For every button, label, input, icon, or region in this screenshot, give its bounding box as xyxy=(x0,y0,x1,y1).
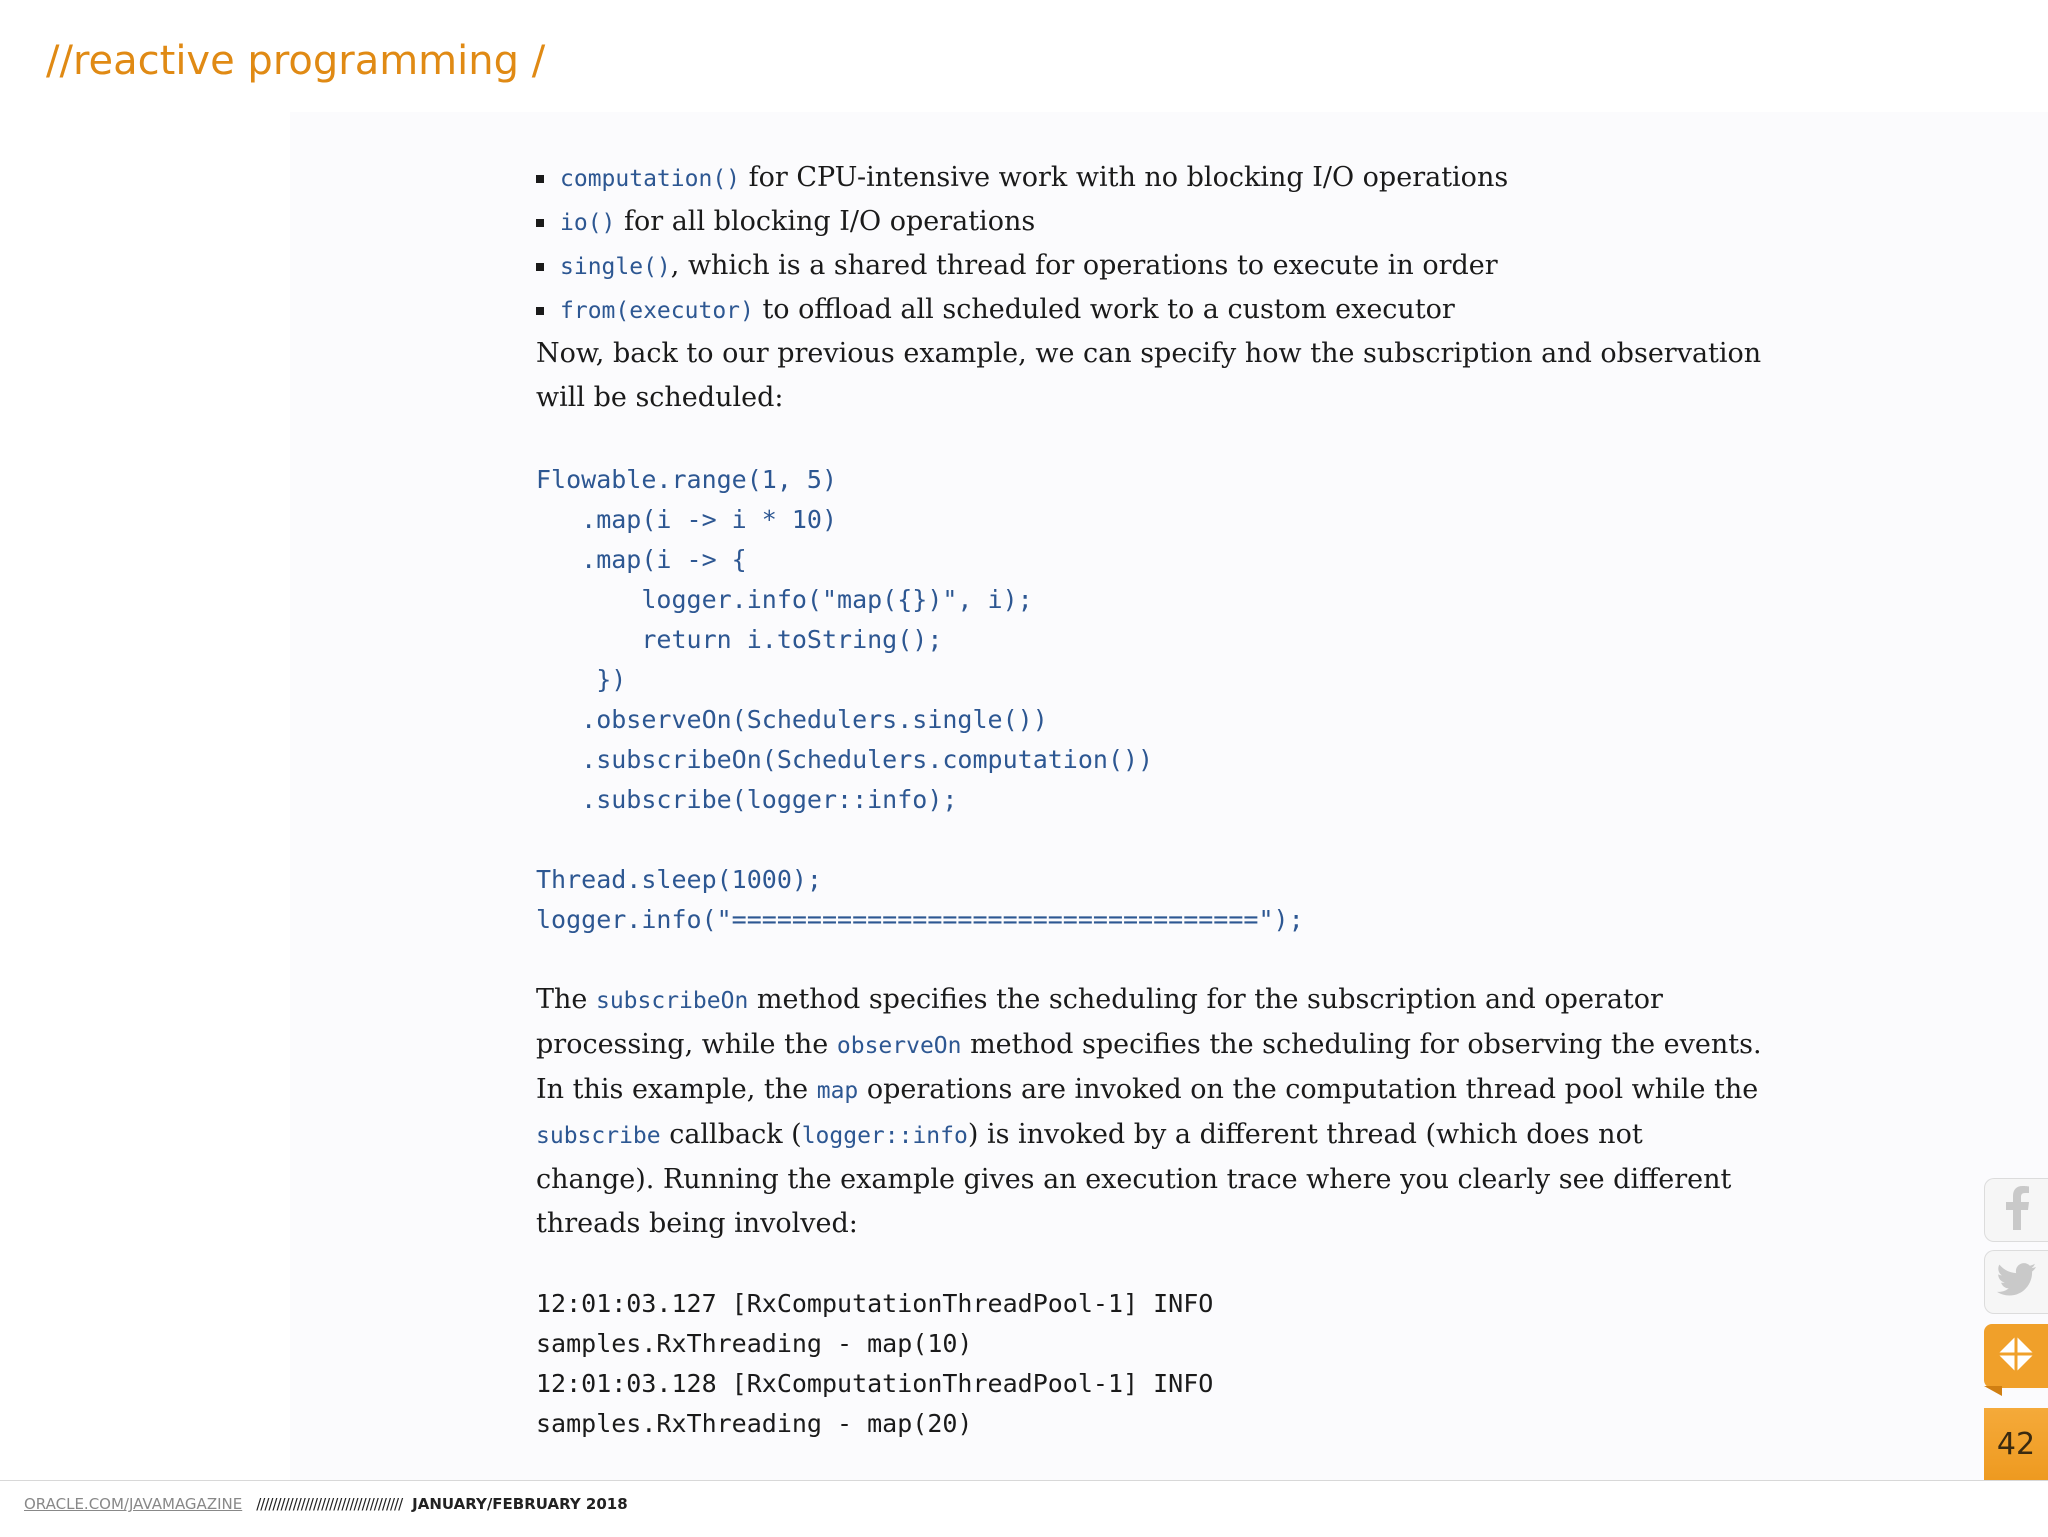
code-listing xyxy=(536,460,1766,940)
paragraph-text: operations are invoked on the computation thread pool while the xyxy=(858,1074,1759,1105)
inline-code: io() xyxy=(560,210,616,236)
code-line: }) xyxy=(536,665,627,694)
footer-row xyxy=(24,1495,628,1513)
footer-divider: //////////////////////////////////// xyxy=(256,1495,403,1513)
code-line: .map(i -> { xyxy=(536,545,747,574)
issue-date: JANUARY/FEBRUARY 2018 xyxy=(412,1495,628,1513)
section-label: //reactive programming / xyxy=(46,38,546,84)
page-number: 42 xyxy=(1984,1408,2048,1480)
code-line: logger.info("==================================="); xyxy=(536,905,1304,934)
log-line: 12:01:03.128 [RxComputationThreadPool-1] INFO xyxy=(536,1369,1214,1398)
facebook-share-button[interactable] xyxy=(1984,1178,2048,1242)
twitter-icon xyxy=(1997,1263,2037,1301)
log-line: samples.RxThreading - map(10) xyxy=(536,1329,973,1358)
code-line: return i.toString(); xyxy=(536,625,943,654)
log-output xyxy=(536,1284,1766,1444)
paragraph-text: callback ( xyxy=(660,1119,802,1150)
list-item xyxy=(536,156,1766,200)
scheduler-list xyxy=(536,156,1766,332)
facebook-icon xyxy=(2003,1186,2031,1234)
inline-code: subscribeOn xyxy=(595,988,749,1014)
list-item-text: to offload all scheduled work to a custom executor xyxy=(753,294,1455,325)
twitter-share-button[interactable] xyxy=(1984,1250,2048,1314)
share-button[interactable] xyxy=(1984,1324,2048,1388)
inline-code: single() xyxy=(560,254,671,280)
code-line: .subscribe(logger::info); xyxy=(536,785,958,814)
code-line: .subscribeOn(Schedulers.computation()) xyxy=(536,745,1154,774)
paragraph-explanation xyxy=(536,978,1766,1246)
inline-code: subscribe xyxy=(536,1123,661,1149)
code-line xyxy=(536,820,1766,860)
inline-code: computation() xyxy=(560,166,741,192)
share-button-tail xyxy=(1984,1386,2002,1396)
list-item xyxy=(536,288,1766,332)
paragraph-text: method specifies the scheduling for the subscription and operator processing, while the xyxy=(536,984,1663,1060)
code-line: Thread.sleep(1000); xyxy=(536,865,822,894)
magazine-link[interactable]: ORACLE.COM/JAVAMAGAZINE xyxy=(24,1495,243,1513)
paragraph-text: ) is invoked by a different thread (which does not change). Running the example gives an execution trace where you clearly see different threads being involved: xyxy=(536,1119,1732,1239)
code-line: Flowable.range(1, 5) xyxy=(536,465,838,494)
code-line: .map(i -> i * 10) xyxy=(536,505,838,534)
list-item-text: for CPU-intensive work with no blocking I/O operations xyxy=(740,162,1509,193)
code-line: .observeOn(Schedulers.single()) xyxy=(536,705,1048,734)
paragraph-text: The xyxy=(536,984,596,1015)
paragraph-text: method specifies the scheduling for observing the events. In this example, the xyxy=(536,1029,1762,1105)
log-line: 12:01:03.127 [RxComputationThreadPool-1] INFO xyxy=(536,1289,1214,1318)
list-item-text: , which is a shared thread for operations to execute in order xyxy=(670,250,1498,281)
footer xyxy=(0,1480,2048,1537)
log-line: samples.RxThreading - map(20) xyxy=(536,1409,973,1438)
paragraph-intro: Now, back to our previous example, we can specify how the subscription and observation will be scheduled: xyxy=(536,338,1762,413)
inline-code: from(executor) xyxy=(560,298,754,324)
list-item-text: for all blocking I/O operations xyxy=(615,206,1036,237)
list-item xyxy=(536,200,1766,244)
code-line: logger.info("map({})", i); xyxy=(536,585,1033,614)
inline-code: map xyxy=(816,1078,859,1104)
inline-code: logger::info xyxy=(801,1123,968,1149)
inline-code: observeOn xyxy=(836,1033,962,1059)
article-body xyxy=(536,156,1766,1444)
share-icon xyxy=(1996,1334,2036,1378)
list-item xyxy=(536,244,1766,288)
